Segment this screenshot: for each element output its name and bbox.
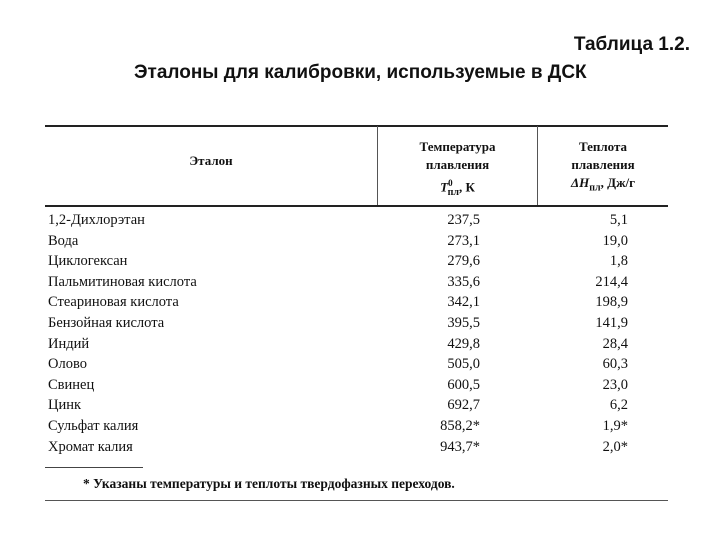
cell-melting-temperature: 237,5 bbox=[447, 212, 480, 228]
header-rule bbox=[45, 205, 668, 207]
header-melting-heat bbox=[538, 138, 668, 198]
cell-melting-temperature: 429,8 bbox=[447, 335, 480, 352]
cell-standard: Олово bbox=[48, 356, 87, 373]
table-row bbox=[48, 377, 668, 398]
header-line: плавления bbox=[571, 157, 635, 172]
header-melting-temperature bbox=[378, 138, 537, 202]
header-line bbox=[378, 174, 537, 202]
bottom-rule bbox=[45, 500, 668, 501]
header-line: Теплота bbox=[578, 139, 628, 154]
table-row bbox=[48, 336, 668, 357]
table-row bbox=[48, 212, 668, 233]
table-title: Эталоны для калибровки, используемые в ДСК bbox=[134, 62, 587, 83]
cell-melting-temperature: 600,5 bbox=[447, 376, 480, 393]
cell-melting-temperature: 273,1 bbox=[447, 232, 480, 249]
table-row bbox=[48, 439, 668, 460]
header-unit: , Дж/г bbox=[600, 175, 636, 190]
footnote-separator bbox=[45, 467, 143, 468]
table-row bbox=[48, 294, 668, 315]
cell-melting-heat: 141,9 bbox=[595, 314, 628, 331]
table-row bbox=[48, 356, 668, 377]
cell-melting-heat: 198,9 bbox=[595, 294, 628, 311]
cell-melting-temperature: 395,5 bbox=[447, 314, 480, 331]
header-symbol: T bbox=[440, 179, 449, 195]
cell-melting-heat: 214,4 bbox=[595, 273, 628, 290]
table-row bbox=[48, 418, 668, 439]
table-row bbox=[48, 315, 668, 336]
cell-standard: Свинец bbox=[48, 376, 95, 393]
cell-melting-heat: 60,3 bbox=[602, 356, 628, 373]
cell-melting-temperature: 279,6 bbox=[447, 253, 480, 270]
cell-melting-heat: 1,8 bbox=[609, 253, 628, 270]
cell-standard: Индий bbox=[48, 335, 90, 352]
cell-melting-temperature: 943,7* bbox=[440, 438, 480, 455]
header-superscript: 0 bbox=[448, 178, 453, 188]
cell-standard: Цинк bbox=[48, 397, 82, 414]
cell-standard: Стеариновая кислота bbox=[48, 294, 179, 311]
cell-standard: Сульфат калия bbox=[48, 417, 139, 434]
header-line: плавления bbox=[425, 157, 490, 172]
table-row bbox=[48, 397, 668, 418]
cell-melting-heat: 19,0 bbox=[602, 232, 628, 249]
cell-melting-heat: 5,1 bbox=[609, 212, 628, 228]
header-subscript: пл bbox=[447, 186, 459, 198]
cell-melting-temperature: 342,1 bbox=[447, 294, 480, 311]
table-row bbox=[48, 253, 668, 274]
cell-melting-heat: 1,9* bbox=[602, 417, 628, 434]
cell-standard: 1,2-Дихлорэтан bbox=[48, 212, 145, 228]
cell-melting-temperature: 335,6 bbox=[447, 273, 480, 290]
cell-standard: Бензойная кислота bbox=[48, 314, 165, 331]
cell-melting-heat: 2,0* bbox=[602, 438, 628, 455]
header-line: Температура bbox=[419, 139, 496, 154]
table-row bbox=[48, 274, 668, 295]
table-row bbox=[48, 233, 668, 254]
cell-melting-heat: 28,4 bbox=[602, 335, 628, 352]
table-number: Таблица 1.2. bbox=[573, 34, 690, 55]
top-rule bbox=[45, 125, 668, 127]
header-line bbox=[538, 174, 668, 198]
cell-melting-temperature: 692,7 bbox=[447, 397, 480, 414]
cell-melting-temperature: 858,2* bbox=[440, 417, 480, 434]
cell-standard: Циклогексан bbox=[48, 253, 128, 270]
header-standard: Эталон bbox=[189, 153, 233, 168]
cell-standard: Пальмитиновая кислота bbox=[48, 273, 197, 290]
footnote: * Указаны температуры и теплоты твердофазных переходов. bbox=[83, 476, 455, 491]
cell-melting-heat: 23,0 bbox=[602, 376, 628, 393]
cell-melting-heat: 6,2 bbox=[609, 397, 628, 414]
header-symbol: ΔH bbox=[570, 175, 590, 190]
cell-standard: Хромат калия bbox=[48, 438, 133, 455]
cell-standard: Вода bbox=[48, 232, 79, 249]
table-body bbox=[48, 212, 668, 459]
header-unit: , К bbox=[458, 179, 475, 195]
header-subscript: пл bbox=[589, 182, 601, 194]
cell-melting-temperature: 505,0 bbox=[447, 356, 480, 373]
